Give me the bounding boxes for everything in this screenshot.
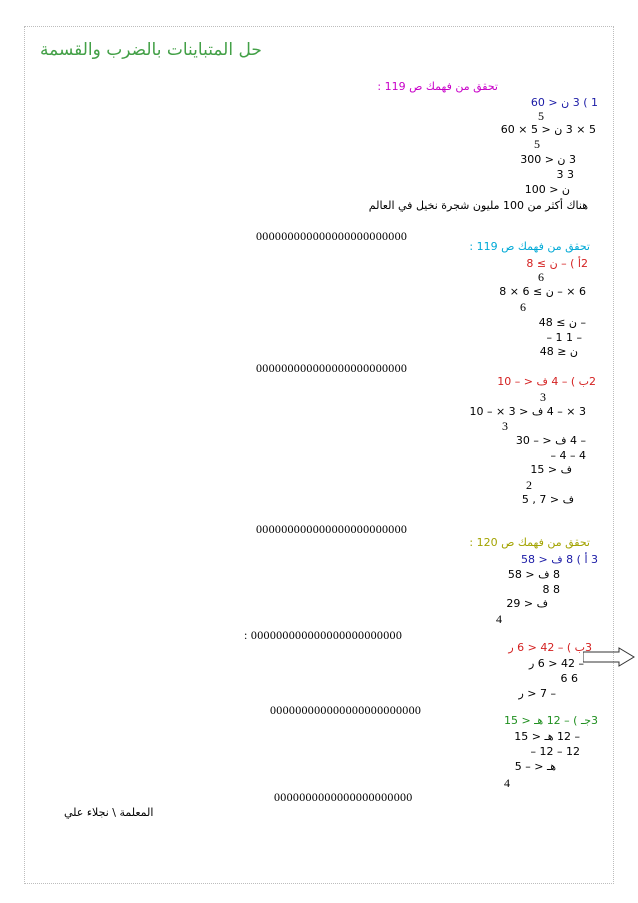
section6-line-1: 3جـ ) – 12 هـ < 15	[503, 714, 598, 727]
section1-line-3: 5 × 3 ن < 5 × 60	[500, 123, 596, 136]
section3-line-7: ف < 15	[530, 463, 572, 476]
section5-line-3: 6 6	[560, 672, 578, 685]
section1-line-6: 3 3	[556, 168, 574, 181]
section5-line-1: 3ب ) – 42 < 6 ر	[508, 641, 592, 654]
section3-line-4: 3	[502, 419, 508, 433]
separator-zeros-5: 000000000000000000000000	[270, 703, 422, 717]
arrow-right-icon	[583, 647, 635, 667]
section1-line-4: 5	[534, 137, 540, 151]
section2-line-7: ن ≤ 48	[539, 345, 578, 358]
section1-line-2: 5	[538, 109, 544, 123]
section3-line-5: – 4 ف < – 30	[515, 434, 586, 447]
section2-line-4: 6	[520, 300, 526, 314]
section6-line-2: – 12 هـ < 15	[514, 730, 580, 743]
section3-line-8: 2	[526, 478, 532, 492]
section3-line-1: 2ب ) – 4 ف < – 10	[497, 375, 596, 388]
section4-line-3: 8 8	[542, 583, 560, 596]
section2-line-6: – 1 1 –	[546, 331, 582, 344]
section4-line-1: 3 أ ) 8 ف < 58	[521, 553, 598, 566]
section2-line-1: 2أ ) – ن ≥ 8	[526, 257, 588, 270]
section3-line-3: 3 × – 4 ف < 3 × – 10	[469, 405, 586, 418]
section4-line-5: 4	[496, 612, 502, 626]
section3-line-6: – 4 – 4	[550, 449, 586, 462]
section1-line-1: 1 ) 3 ن < 60	[530, 96, 598, 109]
section6-line-4: هـ < – 5	[514, 760, 556, 773]
separator-zeros-4: : 000000000000000000000000	[244, 628, 403, 642]
section4-header: تحقق من فهمك ص 120 :	[469, 536, 590, 549]
page-title: حل المتباينات بالضرب والقسمة	[40, 40, 262, 60]
section6-line-5: 4	[504, 776, 510, 790]
section4-line-2: 8 ف < 58	[507, 568, 560, 581]
section2-header: تحقق من فهمك ص 119 :	[469, 240, 590, 253]
separator-zeros-6: 0000000000000000000000	[274, 790, 413, 804]
section2-line-5: – ن ≥ 48	[538, 316, 586, 329]
section1-conclusion: هناك أكثر من 100 مليون شجرة نخيل في العالم	[368, 199, 588, 212]
section4-line-4: ف < 29	[506, 597, 548, 610]
section1-header: تحقق من فهمك ص 119 :	[377, 80, 498, 93]
separator-zeros-3: 000000000000000000000000	[256, 522, 408, 536]
section5-line-2: – 42 < 6 ر	[528, 657, 584, 670]
section3-line-2: 3	[540, 390, 546, 404]
section2-line-3: 6 × – ن ≥ 6 × 8	[499, 285, 586, 298]
separator-zeros-2: 000000000000000000000000	[256, 361, 408, 375]
section3-line-9: ف < 7 , 5	[521, 493, 574, 506]
separator-zeros-1: 000000000000000000000000	[256, 229, 408, 243]
section2-line-2: 6	[538, 270, 544, 284]
teacher-signature: المعلمة \ نجلاء علي	[64, 806, 154, 819]
section5-line-4: – 7 < ر	[518, 687, 556, 700]
section1-line-5: 3 ن < 300	[520, 153, 576, 166]
section1-line-7: ن < 100	[524, 183, 570, 196]
section6-line-3: – 12 – 12	[530, 745, 580, 758]
